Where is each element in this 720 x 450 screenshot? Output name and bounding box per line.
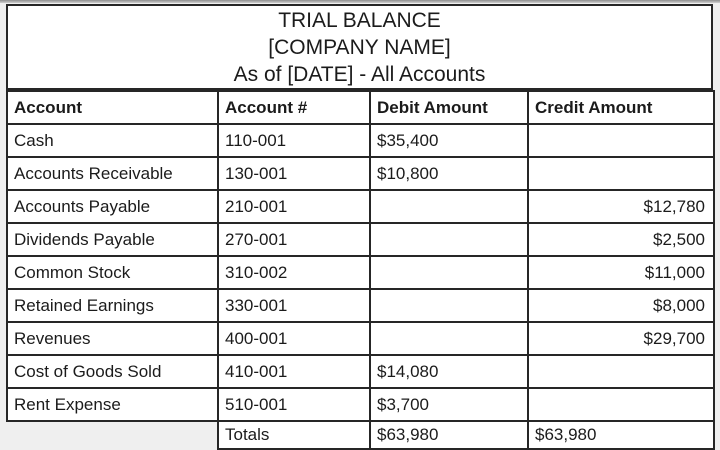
cell-account: Dividends Payable: [7, 223, 218, 256]
cell-credit: $12,780: [528, 190, 714, 223]
cell-debit: [370, 289, 528, 322]
table-row: [7, 157, 714, 190]
cell-account: Accounts Payable: [7, 190, 218, 223]
cell-debit: $3,700: [370, 388, 528, 421]
cell-debit: $35,400: [370, 124, 528, 157]
cell-account-number: 410-001: [218, 355, 370, 388]
cell-debit: [370, 223, 528, 256]
cell-account: Cash: [7, 124, 218, 157]
cell-debit: [370, 256, 528, 289]
cell-account-number: 110-001: [218, 124, 370, 157]
cell-account-number: 400-001: [218, 322, 370, 355]
table-row: [7, 256, 714, 289]
cell-account: Revenues: [7, 322, 218, 355]
cell-account-number: 270-001: [218, 223, 370, 256]
table-row: [7, 124, 714, 157]
cell-account: Retained Earnings: [7, 289, 218, 322]
totals-label: Totals: [218, 421, 370, 449]
table-row: [7, 190, 714, 223]
totals-spacer-cell: [7, 421, 218, 449]
table-row: [7, 388, 714, 421]
cell-credit: $8,000: [528, 289, 714, 322]
cell-account-number: 310-002: [218, 256, 370, 289]
cell-debit: [370, 190, 528, 223]
column-header-account-number: Account #: [218, 91, 370, 124]
cell-credit: [528, 388, 714, 421]
company-name-placeholder: [COMPANY NAME]: [268, 35, 451, 59]
screenshot-top-edge: [0, 0, 720, 3]
cell-credit: $29,700: [528, 322, 714, 355]
report-title: TRIAL BALANCE: [278, 8, 441, 32]
cell-account-number: 210-001: [218, 190, 370, 223]
cell-account: Accounts Receivable: [7, 157, 218, 190]
table-row: [7, 223, 714, 256]
cell-credit: [528, 124, 714, 157]
cell-credit: $2,500: [528, 223, 714, 256]
cell-account: Common Stock: [7, 256, 218, 289]
column-header-debit: Debit Amount: [370, 91, 528, 124]
table-row: [7, 322, 714, 355]
cell-credit: [528, 157, 714, 190]
cell-debit: [370, 322, 528, 355]
totals-debit: $63,980: [370, 421, 528, 449]
cell-account-number: 330-001: [218, 289, 370, 322]
cell-credit: [528, 355, 714, 388]
column-header-account: Account: [7, 91, 218, 124]
header-row: [7, 91, 714, 124]
report-date-line: As of [DATE] - All Accounts: [233, 62, 486, 86]
cell-account: Rent Expense: [7, 388, 218, 421]
trial-balance-sheet: [6, 4, 713, 450]
title-block: [6, 4, 713, 90]
cell-account-number: 130-001: [218, 157, 370, 190]
cell-debit: $10,800: [370, 157, 528, 190]
cell-debit: $14,080: [370, 355, 528, 388]
cell-account: Cost of Goods Sold: [7, 355, 218, 388]
totals-row: [7, 421, 714, 449]
column-header-credit: Credit Amount: [528, 91, 714, 124]
totals-credit: $63,980: [528, 421, 714, 449]
table-row: [7, 355, 714, 388]
cell-account-number: 510-001: [218, 388, 370, 421]
cell-credit: $11,000: [528, 256, 714, 289]
table-row: [7, 289, 714, 322]
accounts-table: [6, 90, 715, 450]
